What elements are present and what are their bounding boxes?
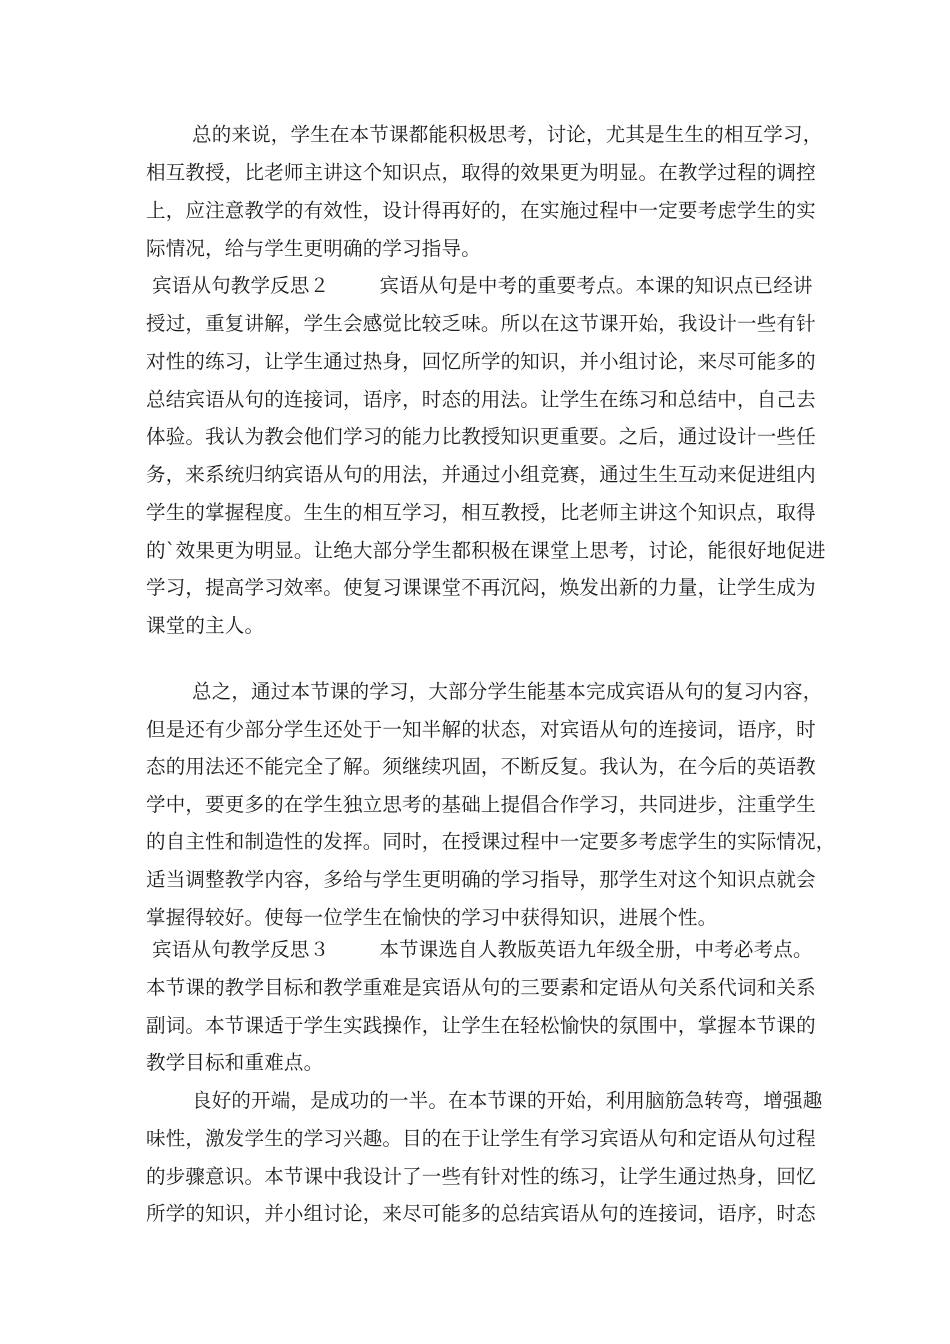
paragraph-line: 但是还有少部分学生还处于一知半解的状态，对宾语从句的连接词，语序，时 [146,718,816,741]
paragraph-line: 学生的掌握程度。生生的相互学习，相互教授，比老师主讲这个知识点，取得 [146,501,816,524]
section-heading: 宾语从句教学反思２ [152,274,330,297]
paragraph-line: 学中，要更多的在学生独立思考的基础上提倡合作学习，共同进步，注重学生 [146,793,816,816]
paragraph-line: 的自主性和制造性的发挥。同时，在授课过程中一定要多考虑学生的实际情况， [146,830,836,853]
paragraph-line: 的步骤意识。本节课中我设计了一些有针对性的练习，让学生通过热身，回忆 [146,1165,816,1188]
section-first-line: 宾语从句是中考的重要考点。本课的知识点已经讲 [379,274,813,297]
section-heading-line [152,274,813,298]
paragraph-line: 教学目标和重难点。 [146,1051,324,1074]
paragraph-line: 务，来系统归纳宾语从句的用法，并通过小组竞赛，通过生生互动来促进组内 [146,463,816,486]
paragraph-line: 总之，通过本节课的学习，大部分学生能基本完成宾语从句的复习内容， [192,680,823,703]
paragraph-line: 本节课的教学目标和教学重难是宾语从句的三要素和定语从句关系代词和关系 [146,976,816,999]
paragraph-line: 态的用法还不能完全了解。须继续巩固，不断反复。我认为，在今后的英语教 [146,755,816,778]
paragraph-line: 所学的知识，并小组讨论，来尽可能多的总结宾语从句的连接词，语序，时态 [146,1202,816,1225]
section-first-line: 本节课选自人教版英语九年级全册，中考必考点。 [379,938,813,961]
paragraph-line: 的`效果更为明显。让绝大部分学生都积极在课堂上思考，讨论，能很好地促进 [146,539,826,562]
paragraph-line: 掌握得较好。使每一位学生在愉快的学习中获得知识，进展个性。 [146,906,718,929]
paragraph-line: 总结宾语从句的连接词，语序，时态的用法。让学生在练习和总结中，自己去 [146,388,816,411]
paragraph-line: 际情况，给与学生更明确的学习指导。 [146,237,481,260]
section-heading: 宾语从句教学反思３ [152,938,330,961]
paragraph-line: 上，应注意教学的有效性，设计得再好的，在实施过程中一定要考虑学生的实 [146,199,816,222]
paragraph-line: 授过，重复讲解，学生会感觉比较乏味。所以在这节课开始，我设计一些有针 [146,312,816,335]
paragraph-line: 味性，激发学生的学习兴趣。目的在于让学生有学习宾语从句和定语从句过程 [146,1127,816,1150]
paragraph-line: 良好的开端，是成功的一半。在本节课的开始，利用脑筋急转弯，增强趣 [192,1089,823,1112]
paragraph-line: 学习，提高学习效率。使复习课课堂不再沉闷，焕发出新的力量，让学生成为 [146,576,816,599]
paragraph-line: 总的来说，学生在本节课都能积极思考，讨论，尤其是生生的相互学习， [192,123,823,146]
paragraph-line: 课堂的主人。 [146,614,265,637]
section-heading-line [152,938,813,962]
paragraph-line: 体验。我认为教会他们学习的能力比教授知识更重要。之后，通过设计一些任 [146,425,816,448]
paragraph-line: 副词。本节课适于学生实践操作，让学生在轻松愉快的氛围中，掌握本节课的 [146,1014,816,1037]
paragraph-line: 对性的练习，让学生通过热身，回忆所学的知识，并小组讨论，来尽可能多的 [146,350,816,373]
paragraph-line: 适当调整教学内容，多给与学生更明确的学习指导，那学生对这个知识点就会 [146,868,816,891]
paragraph-line: 相互教授，比老师主讲这个知识点，取得的效果更为明显。在教学过程的调控 [146,161,816,184]
